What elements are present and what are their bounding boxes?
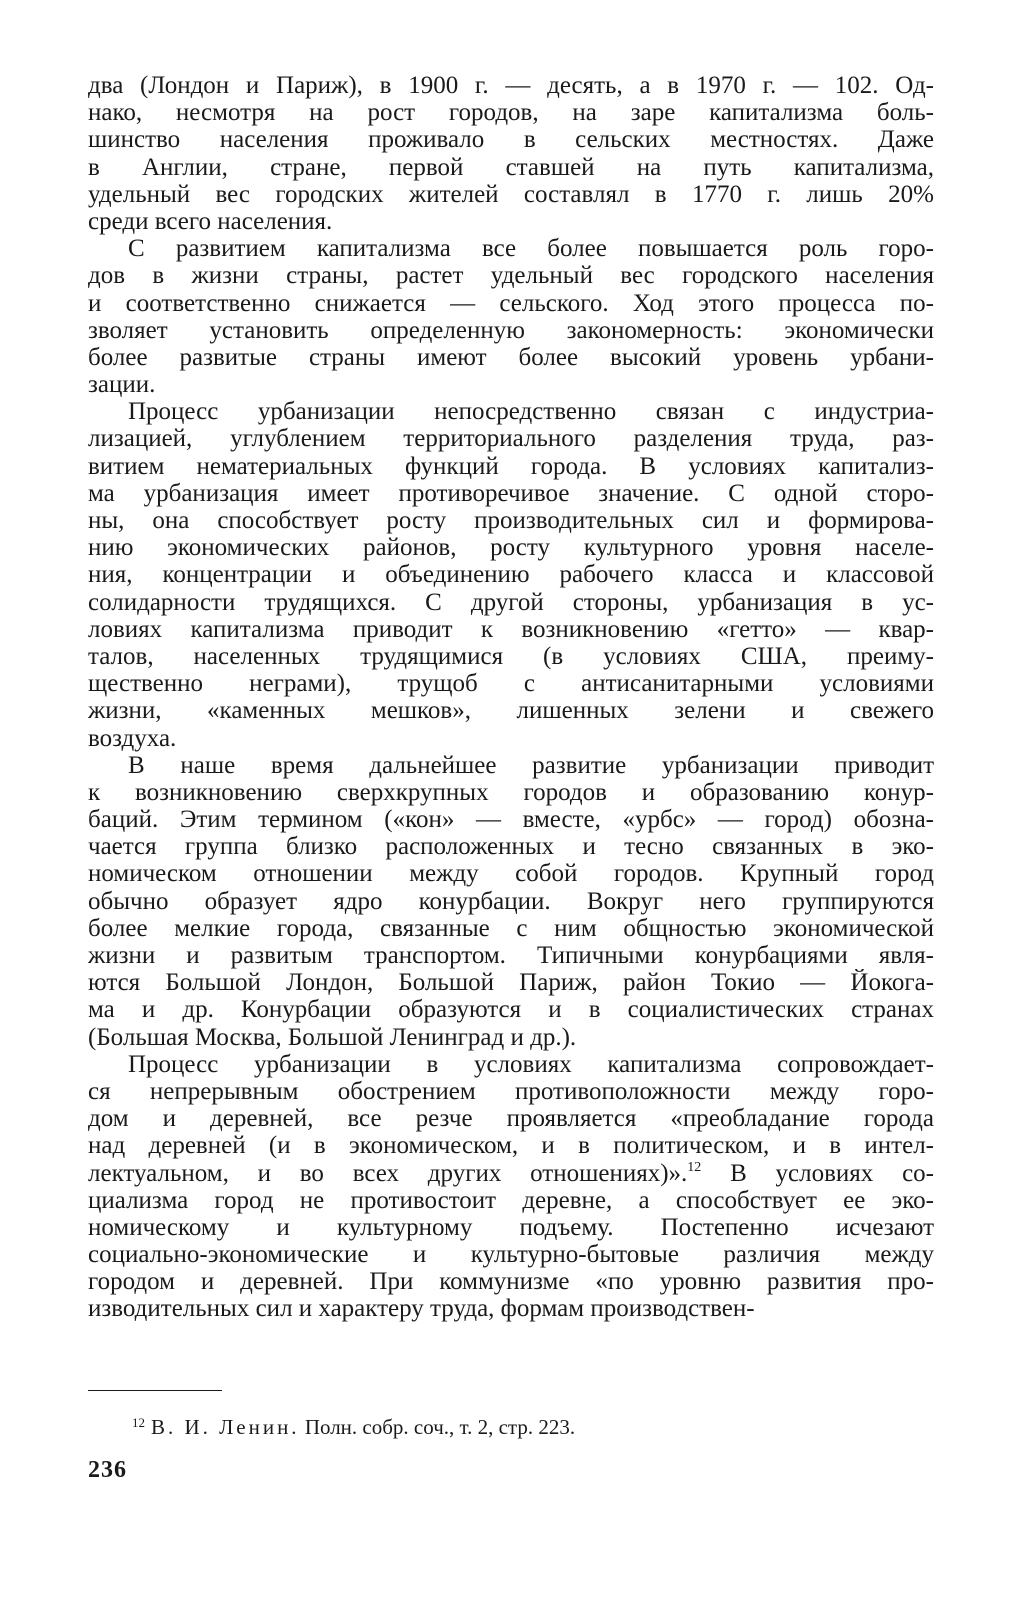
text-line-content: зации. (88, 371, 156, 399)
footnote (132, 1410, 575, 1440)
text-line-content: лизацией, углублением территориального разделения труда, раз- (88, 425, 934, 453)
text-line-content: ловиях капитализма приводит к возникновению «гетто» — квар- (88, 615, 934, 643)
text-line-content: В наше время дальнейшее развитие урбанизации приводит (128, 751, 934, 779)
text-line (88, 725, 934, 752)
text-line (88, 425, 934, 452)
text-line (88, 181, 934, 208)
text-line (88, 72, 934, 99)
text-line (88, 235, 934, 262)
text-line (88, 752, 934, 779)
text-line (88, 1214, 934, 1241)
text-line-content: удельный вес городских жителей составлял в 1770 г. лишь 20% (88, 180, 934, 208)
text-line (88, 969, 934, 996)
footnote-divider (88, 1390, 222, 1391)
text-line-content: воздуха. (88, 724, 177, 752)
footnote-citation: Полн. собр. соч., т. 2, стр. 223. (304, 1415, 576, 1439)
footnote-mark: 12 (132, 1415, 145, 1430)
text-line (88, 1105, 934, 1132)
text-line (88, 806, 934, 833)
text-line (88, 371, 934, 398)
text-line-content: баций. Этим термином («кон» — вместе, «урбс» — город) обозна- (88, 806, 934, 834)
text-line-content: циализма город не противостоит деревне, а способствует ее эко- (88, 1186, 934, 1214)
text-line (88, 317, 934, 344)
text-line-content: щественно неграми), трущоб с антисанитарными условиями (88, 670, 934, 698)
text-line-content: номическому и культурному подъему. Постепенно исчезают (88, 1213, 934, 1241)
text-line-content: ма урбанизация имеет противоречивое значение. С одной сторо- (88, 479, 934, 507)
text-line-content: лектуальном, и во всех других отношениях)». (88, 1159, 688, 1187)
text-line-content: жизни и развитым транспортом. Типичными конурбациями явля- (88, 942, 934, 969)
text-line-content: городом и деревней. При коммунизме «по уровню развития про- (88, 1268, 934, 1296)
text-line (88, 344, 934, 371)
text-line-content: витием нематериальных функций города. В условиях капитализ- (88, 452, 934, 480)
text-line (88, 1295, 934, 1322)
text-line (88, 99, 934, 126)
text-line-content: С развитием капитализма все более повышается роль горо- (128, 235, 934, 263)
body-text (88, 72, 934, 1323)
text-line-content: ния, концентрации и объединению рабочего класса и классовой (88, 561, 934, 589)
paragraph (88, 1051, 934, 1323)
text-line-content: нию экономических районов, росту культурного уровня населе- (88, 534, 934, 562)
text-line-content: чается группа близко расположенных и тесно связанных в эко- (88, 833, 934, 861)
text-line (88, 697, 934, 724)
footnote-reference: 12 (687, 1159, 702, 1175)
text-line-content: зволяет установить определенную закономерность: экономически (88, 316, 934, 344)
text-line-content: талов, населенных трудящимися (в условиях США, преиму- (88, 642, 934, 670)
text-line-content: более развитые страны имеют более высокий уровень урбани- (88, 343, 934, 371)
text-line-content: обычно образует ядро конурбации. Вокруг него группируются (88, 887, 934, 915)
text-line-content: шинство населения проживало в сельских местностях. Даже (88, 126, 934, 154)
text-line (88, 534, 934, 561)
text-line-content: более мелкие города, связанные с ним общностью экономической (88, 914, 934, 942)
text-line-continuation: В условиях со- (701, 1159, 934, 1187)
paragraph (88, 72, 934, 235)
text-line-content: Процесс урбанизации непосредственно связан с индустриа- (128, 398, 934, 426)
text-line (88, 1241, 934, 1268)
text-line-content: два (Лондон и Париж), в 1900 г. — десять, а в 1970 г. — 102. Од- (88, 72, 934, 99)
text-line (88, 1132, 934, 1159)
text-line-content: ны, она способствует росту производительных сил и формирова- (88, 507, 934, 534)
text-line-content: среди всего населения. (88, 207, 333, 235)
text-line-content: солидарности трудящихся. С другой стороны, урбанизация в ус- (88, 588, 934, 616)
text-line (88, 1187, 934, 1214)
text-line (88, 262, 934, 289)
text-line-content: ма и др. Конурбации образуются и в социалистических странах (88, 996, 934, 1024)
text-line-content: нако, несмотря на рост городов, на заре капитализма боль- (88, 99, 934, 127)
text-line (88, 208, 934, 235)
text-line (88, 561, 934, 588)
text-line (88, 833, 934, 860)
text-line (88, 888, 934, 915)
text-line (88, 126, 934, 153)
text-line (88, 453, 934, 480)
text-line (88, 480, 934, 507)
text-line-content: в Англии, стране, первой ставшей на путь капитализма, (88, 153, 934, 181)
text-line (88, 643, 934, 670)
text-line (88, 779, 934, 806)
paragraph (88, 235, 934, 398)
text-line (88, 1051, 934, 1078)
text-line (88, 942, 934, 969)
text-line (88, 616, 934, 643)
text-line (88, 915, 934, 942)
text-line (88, 1160, 934, 1187)
text-line (88, 589, 934, 616)
text-line-content: дов в жизни страны, растет удельный вес городского населения (88, 262, 934, 290)
text-line (88, 154, 934, 181)
text-line-content: ся непрерывным обострением противоположности между горо- (88, 1077, 934, 1105)
text-line (88, 670, 934, 697)
text-line-content: жизни, «каменных мешков», лишенных зелени и свежего (88, 697, 934, 725)
text-line (88, 1268, 934, 1295)
text-line-content: к возникновению сверхкрупных городов и образованию конур- (88, 778, 934, 806)
text-line-content: дом и деревней, все резче проявляется «преобладание города (88, 1105, 934, 1133)
text-line (88, 290, 934, 317)
text-line-content: Процесс урбанизации в условиях капитализма сопровождает- (128, 1050, 934, 1078)
paragraph (88, 398, 934, 751)
text-line (88, 1078, 934, 1105)
text-line (88, 860, 934, 887)
text-line-content: изводительных сил и характеру труда, формам производствен- (88, 1295, 755, 1323)
text-line (88, 507, 934, 534)
paragraph (88, 752, 934, 1051)
footnote-author: В. И. Ленин. (151, 1415, 300, 1439)
text-line-content: ются Большой Лондон, Большой Париж, район Токио — Йокога- (88, 969, 934, 997)
text-line-content: над деревней (и в экономическом, и в политическом, и в интел- (88, 1132, 934, 1160)
text-line-content: социально-экономические и культурно-бытовые различия между (88, 1241, 934, 1269)
text-line-content: номическом отношении между собой городов. Крупный город (88, 860, 934, 888)
page-number: 236 (88, 1457, 127, 1483)
text-line (88, 1024, 934, 1051)
text-line-content: и соответственно снижается — сельского. Ход этого процесса по- (88, 289, 934, 317)
text-line (88, 996, 934, 1023)
text-line (88, 398, 934, 425)
text-line-content: (Большая Москва, Большой Ленинград и др.). (88, 1023, 577, 1051)
